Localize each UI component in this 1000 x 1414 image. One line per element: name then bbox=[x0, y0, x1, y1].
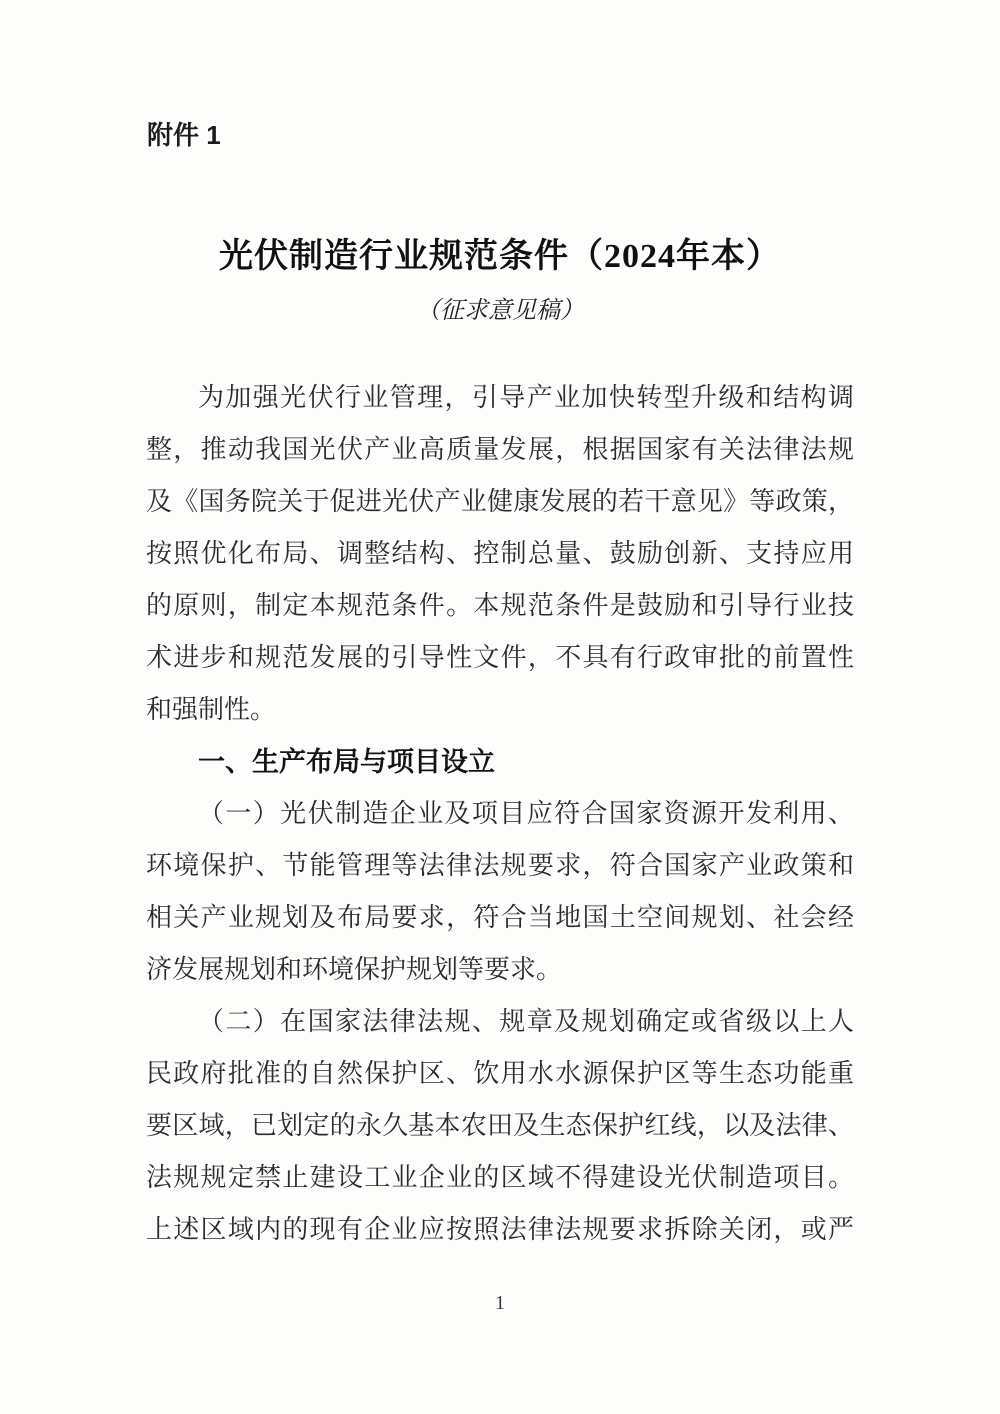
intro-line-2: 整，推动我国光伏产业高质量发展，根据国家有关法律法规 bbox=[146, 435, 854, 464]
item-one-line-3: 相关产业规划及布局要求，符合当地国土空间规划、社会经 bbox=[146, 903, 854, 932]
intro-line-4: 按照优化布局、调整结构、控制总量、鼓励创新、支持应用 bbox=[146, 539, 854, 568]
intro-line-6: 术进步和规范发展的引导性文件，不具有行政审批的前置性 bbox=[146, 643, 854, 672]
item-one-line-1: （一）光伏制造企业及项目应符合国家资源开发利用、 bbox=[198, 799, 854, 828]
attachment-label: 附件 1 bbox=[147, 120, 221, 150]
item-two-line-4: 法规规定禁止建设工业企业的区域不得建设光伏制造项目。 bbox=[146, 1163, 854, 1192]
intro-line-5: 的原则，制定本规范条件。本规范条件是鼓励和引导行业技 bbox=[146, 591, 854, 620]
item-two-line-1: （二）在国家法律法规、规章及规划确定或省级以上人 bbox=[198, 1007, 854, 1036]
intro-line-3: 及《国务院关于促进光伏产业健康发展的若干意见》等政策， bbox=[146, 487, 854, 516]
document-title: 光伏制造行业规范条件（2024年本） bbox=[219, 238, 781, 275]
item-one-line-4: 济发展规划和环境保护规划等要求。 bbox=[146, 955, 563, 984]
intro-line-7: 和强制性。 bbox=[146, 695, 277, 724]
page-number: 1 bbox=[495, 1292, 505, 1314]
item-two-line-3: 要区域，已划定的永久基本农田及生态保护红线，以及法律、 bbox=[146, 1111, 854, 1140]
item-two-line-2: 民政府批准的自然保护区、饮用水水源保护区等生态功能重 bbox=[146, 1059, 854, 1088]
document-body bbox=[146, 372, 854, 1256]
item-two-line-5: 上述区域内的现有企业应按照法律法规要求拆除关闭，或严 bbox=[146, 1215, 854, 1244]
document-subtitle: （征求意见稿） bbox=[416, 298, 584, 324]
item-one-line-2: 环境保护、节能管理等法律法规要求，符合国家产业政策和 bbox=[146, 851, 854, 880]
intro-line-1: 为加强光伏行业管理，引导产业加快转型升级和结构调 bbox=[198, 383, 854, 412]
section-heading: 一、生产布局与项目设立 bbox=[198, 747, 495, 777]
